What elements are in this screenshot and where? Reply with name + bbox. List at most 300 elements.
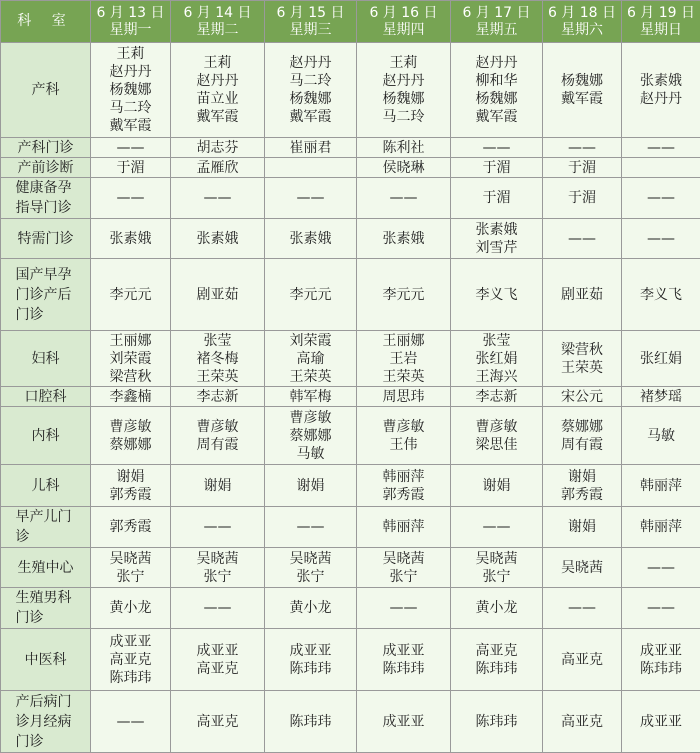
doctor-name: 谢娟 [545,518,619,536]
doctor-name: 马敏 [267,445,354,463]
doctor-name: 谢娟 [173,477,262,495]
day-date: 6 月 14 日 [173,5,262,22]
day-weekday: 星期一 [93,22,168,39]
dept-label: 妇科 [32,351,60,367]
dept-cell [1,588,91,629]
schedule-cell [622,548,700,588]
schedule-cell [622,588,700,629]
day-header [622,1,700,43]
table-row [1,158,700,178]
empty-dash: —— [173,518,262,536]
doctor-name: 李志新 [453,388,540,406]
doctor-name: 吴晓茜 [267,550,354,568]
doctor-name: 杨魏娜 [545,72,619,90]
schedule-cell [171,407,265,465]
dept-cell [1,259,91,331]
doctor-name: 张莹 [453,332,540,350]
schedule-cell [451,629,543,691]
schedule-cell [265,629,357,691]
day-date: 6 月 13 日 [93,5,168,22]
schedule-cell [451,387,543,407]
dept-cell [1,138,91,158]
schedule-cell [265,331,357,387]
doctor-name: 戴军霞 [267,108,354,126]
doctor-name: 刘荣霞 [267,332,354,350]
doctor-name: 戴军霞 [93,117,168,135]
schedule-cell [171,138,265,158]
doctor-name: 梁营秋 [93,368,168,386]
schedule-cell [357,259,451,331]
dept-label: 国产早孕门诊产后门诊 [16,265,76,325]
table-row [1,629,700,691]
doctor-name: 褚冬梅 [173,350,262,368]
schedule-cell [543,407,622,465]
doctor-name: 李义飞 [624,286,698,304]
schedule-cell [622,158,700,178]
header-row [1,1,700,43]
schedule-cell [622,219,700,259]
doctor-name: 郭秀霞 [545,486,619,504]
doctor-name: 张素娥 [173,230,262,248]
schedule-cell [265,507,357,548]
day-date: 6 月 19 日 [624,5,698,22]
schedule-cell [357,331,451,387]
dept-cell [1,548,91,588]
schedule-cell [451,588,543,629]
schedule-cell [171,43,265,138]
schedule-cell [543,259,622,331]
schedule-cell [622,331,700,387]
schedule-cell [451,691,543,753]
schedule-cell [91,465,171,507]
schedule-cell [265,43,357,138]
dept-cell [1,387,91,407]
doctor-name: 柳和华 [453,72,540,90]
schedule-cell [171,691,265,753]
doctor-name: 郭秀霞 [359,486,448,504]
doctor-name: 蔡娜娜 [93,436,168,454]
schedule-cell [91,158,171,178]
doctor-name: 赵丹丹 [267,54,354,72]
schedule-cell [171,331,265,387]
dept-label: 生殖中心 [18,560,74,576]
doctor-name: 王伟 [359,436,448,454]
doctor-name: 李义飞 [453,286,540,304]
doctor-name: 陈玮玮 [267,660,354,678]
doctor-name: 曹彦敏 [173,418,262,436]
dept-cell [1,331,91,387]
doctor-name: 张宁 [93,568,168,586]
dept-label: 生殖男科门诊 [16,588,76,628]
empty-dash: —— [267,189,354,207]
doctor-name: 梁思佳 [453,436,540,454]
dept-cell [1,465,91,507]
doctor-name: 吴晓茜 [545,559,619,577]
doctor-name: 王荣英 [359,368,448,386]
doctor-name: 褚梦瑶 [624,388,698,406]
schedule-cell [451,507,543,548]
doctor-name: 谢娟 [267,477,354,495]
schedule-cell [171,158,265,178]
schedule-cell [265,259,357,331]
table-row [1,387,700,407]
day-date: 6 月 17 日 [453,5,540,22]
schedule-cell [357,158,451,178]
doctor-name: 刘雪芹 [453,239,540,257]
doctor-name: 赵丹丹 [173,72,262,90]
doctor-name: 陈玮玮 [453,660,540,678]
empty-dash: —— [93,713,168,731]
doctor-name: 陈玮玮 [624,660,698,678]
schedule-cell [543,158,622,178]
empty-dash: —— [453,139,540,157]
dept-label: 产后病门诊月经病门诊 [16,692,76,752]
doctor-name: 戴军霞 [453,108,540,126]
schedule-cell [622,507,700,548]
day-header [543,1,622,43]
doctor-name: 李元元 [93,286,168,304]
schedule-cell [265,387,357,407]
empty-dash: —— [545,230,619,248]
schedule-cell [543,387,622,407]
doctor-name: 黄小龙 [267,599,354,617]
schedule-cell [622,387,700,407]
schedule-cell [171,507,265,548]
dept-label: 口腔科 [25,389,67,405]
doctor-name: 陈玮玮 [267,713,354,731]
doctor-name: 王荣英 [267,368,354,386]
doctor-name: 韩丽萍 [359,518,448,536]
schedule-cell [451,43,543,138]
day-weekday: 星期二 [173,22,262,39]
schedule-cell [451,158,543,178]
doctor-name: 张宁 [359,568,448,586]
empty-dash: —— [267,518,354,536]
schedule-cell [357,387,451,407]
doctor-name: 周有霞 [545,436,619,454]
day-weekday: 星期四 [359,22,448,39]
schedule-cell [543,629,622,691]
dept-cell [1,158,91,178]
doctor-name: 谢娟 [453,477,540,495]
doctor-name: 成亚亚 [624,642,698,660]
doctor-name: 李鑫楠 [93,388,168,406]
dept-label: 中医科 [25,652,67,668]
dept-label: 早产儿门诊 [16,507,76,547]
empty-dash: —— [624,599,698,617]
schedule-cell [91,219,171,259]
doctor-name: 黄小龙 [453,599,540,617]
day-header [451,1,543,43]
schedule-cell [451,138,543,158]
table-row [1,465,700,507]
doctor-name: 曹彦敏 [453,418,540,436]
doctor-name: 张素娥 [453,221,540,239]
schedule-cell [357,465,451,507]
schedule-cell [622,465,700,507]
doctor-name: 梁营秋 [545,341,619,359]
schedule-cell [622,691,700,753]
schedule-cell [543,43,622,138]
schedule-cell [357,407,451,465]
schedule-cell [265,548,357,588]
table-body [1,1,700,753]
doctor-name: 成亚亚 [93,633,168,651]
doctor-name: 王荣英 [545,359,619,377]
schedule-cell [451,219,543,259]
table-row [1,138,700,158]
empty-dash: —— [624,139,698,157]
dept-cell [1,178,91,219]
schedule-cell [622,138,700,158]
empty-dash: —— [93,189,168,207]
doctor-name: 剧亚茹 [545,286,619,304]
doctor-name: 陈玮玮 [453,713,540,731]
schedule-cell [451,331,543,387]
schedule-cell [265,158,357,178]
table-row [1,548,700,588]
schedule-cell [171,387,265,407]
dept-cell [1,629,91,691]
doctor-name: 刘荣霞 [93,350,168,368]
schedule-cell [265,691,357,753]
schedule-cell [171,178,265,219]
schedule-cell [543,548,622,588]
schedule-cell [357,588,451,629]
doctor-name: 王丽娜 [359,332,448,350]
day-header [265,1,357,43]
empty-dash: —— [545,599,619,617]
doctor-name: 马敏 [624,427,698,445]
doctor-name: 王莉 [173,54,262,72]
doctor-name: 张素娥 [267,230,354,248]
doctor-name: 赵丹丹 [359,72,448,90]
schedule-cell [171,548,265,588]
doctor-name: 胡志芬 [173,139,262,157]
doctor-name: 成亚亚 [173,642,262,660]
doctor-name: 曹彦敏 [93,418,168,436]
schedule-cell [171,588,265,629]
doctor-name: 于湄 [453,189,540,207]
schedule-cell [265,588,357,629]
doctor-name: 高亚克 [173,660,262,678]
doctor-name: 张宁 [267,568,354,586]
doctor-name: 苗立业 [173,90,262,108]
dept-column-header [1,1,91,43]
empty-dash: —— [624,230,698,248]
table-row [1,43,700,138]
doctor-name: 杨魏娜 [93,81,168,99]
schedule-cell [543,465,622,507]
doctor-name: 吴晓茜 [93,550,168,568]
doctor-name: 宋公元 [545,388,619,406]
doctor-name: 王丽娜 [93,332,168,350]
doctor-name: 吴晓茜 [173,550,262,568]
empty-dash: —— [453,518,540,536]
day-weekday: 星期六 [545,22,619,39]
doctor-name: 张红娟 [624,350,698,368]
dept-label: 特需门诊 [18,231,74,247]
doctor-name: 于湄 [453,159,540,177]
empty-dash: —— [173,189,262,207]
doctor-name: 杨魏娜 [267,90,354,108]
empty-dash: —— [173,599,262,617]
dept-label: 内科 [32,428,60,444]
table-row [1,588,700,629]
table-row [1,331,700,387]
doctor-name: 谢娟 [93,468,168,486]
table-row [1,691,700,753]
doctor-name: 黄小龙 [93,599,168,617]
day-weekday: 星期日 [624,22,698,39]
schedule-cell [91,43,171,138]
schedule-cell [451,407,543,465]
doctor-name: 马二玲 [93,99,168,117]
schedule-cell [543,691,622,753]
doctor-name: 张宁 [173,568,262,586]
dept-cell [1,43,91,138]
schedule-cell [622,407,700,465]
schedule-cell [91,138,171,158]
schedule-cell [543,507,622,548]
doctor-name: 高亚克 [93,651,168,669]
schedule-cell [91,407,171,465]
schedule-cell [357,178,451,219]
doctor-name: 戴军霞 [545,90,619,108]
doctor-name: 谢娟 [545,468,619,486]
schedule-cell [543,219,622,259]
doctor-name: 高亚克 [453,642,540,660]
day-date: 6 月 15 日 [267,5,354,22]
dept-label: 产前诊断 [18,160,74,176]
doctor-name: 成亚亚 [624,713,698,731]
schedule-cell [357,629,451,691]
schedule-cell [622,178,700,219]
doctor-name: 吴晓茜 [453,550,540,568]
schedule-cell [91,691,171,753]
doctor-name: 韩军梅 [267,388,354,406]
schedule-cell [171,629,265,691]
doctor-name: 韩丽萍 [624,518,698,536]
empty-dash: —— [359,599,448,617]
doctor-name: 张素娥 [359,230,448,248]
schedule-cell [265,407,357,465]
doctor-name: 蔡娜娜 [267,427,354,445]
doctor-name: 李元元 [359,286,448,304]
doctor-name: 赵丹丹 [453,54,540,72]
schedule-cell [357,219,451,259]
doctor-name: 张宁 [453,568,540,586]
doctor-name: 成亚亚 [267,642,354,660]
doctor-name: 张莹 [173,332,262,350]
doctor-name: 周思玮 [359,388,448,406]
dept-cell [1,507,91,548]
doctor-name: 于湄 [93,159,168,177]
doctor-name: 韩丽萍 [624,477,698,495]
doctor-name: 戴军霞 [173,108,262,126]
doctor-name: 剧亚茹 [173,286,262,304]
doctor-name: 王莉 [359,54,448,72]
schedule-cell [91,548,171,588]
doctor-name: 陈玮玮 [93,669,168,687]
day-header [171,1,265,43]
doctor-name: 高亚克 [545,713,619,731]
empty-dash: —— [624,189,698,207]
schedule-cell [451,178,543,219]
schedule-cell [265,219,357,259]
doctor-name: 曹彦敏 [359,418,448,436]
schedule-cell [357,43,451,138]
doctor-name: 张素娥 [93,230,168,248]
dept-label: 产科门诊 [18,140,74,156]
doctor-name: 马二玲 [359,108,448,126]
dept-label: 健康备孕指导门诊 [16,178,76,218]
schedule-cell [357,548,451,588]
day-date: 6 月 18 日 [545,5,619,22]
doctor-name: 王荣英 [173,368,262,386]
schedule-cell [543,588,622,629]
dept-cell [1,407,91,465]
table-row [1,507,700,548]
doctor-name: 赵丹丹 [93,63,168,81]
dept-label: 儿科 [32,478,60,494]
doctor-name: 张红娟 [453,350,540,368]
empty-dash: —— [624,559,698,577]
dept-header-label: 科 室 [17,13,73,29]
day-header [91,1,171,43]
day-date: 6 月 16 日 [359,5,448,22]
day-weekday: 星期五 [453,22,540,39]
doctor-name: 蔡娜娜 [545,418,619,436]
doctor-name: 侯晓琳 [359,159,448,177]
schedule-cell [451,548,543,588]
schedule-cell [91,629,171,691]
doctor-name: 马二玲 [267,72,354,90]
day-header [357,1,451,43]
schedule-cell [265,465,357,507]
schedule-cell [622,259,700,331]
schedule-cell [265,138,357,158]
doctor-name: 曹彦敏 [267,409,354,427]
doctor-name: 高亚克 [545,651,619,669]
doctor-name: 杨魏娜 [453,90,540,108]
doctor-name: 王莉 [93,45,168,63]
schedule-cell [171,219,265,259]
schedule-cell [171,259,265,331]
doctor-name: 于湄 [545,189,619,207]
doctor-name: 高亚克 [173,713,262,731]
schedule-cell [91,259,171,331]
empty-dash: —— [93,139,168,157]
schedule-cell [451,259,543,331]
doctor-name: 陈玮玮 [359,660,448,678]
schedule-cell [91,387,171,407]
schedule-cell [543,178,622,219]
schedule-cell [622,43,700,138]
doctor-name: 高瑜 [267,350,354,368]
doctor-name: 陈利社 [359,139,448,157]
doctor-name: 成亚亚 [359,713,448,731]
doctor-name: 李元元 [267,286,354,304]
doctor-name: 郭秀霞 [93,486,168,504]
dept-cell [1,691,91,753]
table-row [1,178,700,219]
doctor-name: 张素娥 [624,72,698,90]
schedule-cell [91,588,171,629]
schedule-cell [357,138,451,158]
doctor-name: 李志新 [173,388,262,406]
schedule-cell [91,178,171,219]
